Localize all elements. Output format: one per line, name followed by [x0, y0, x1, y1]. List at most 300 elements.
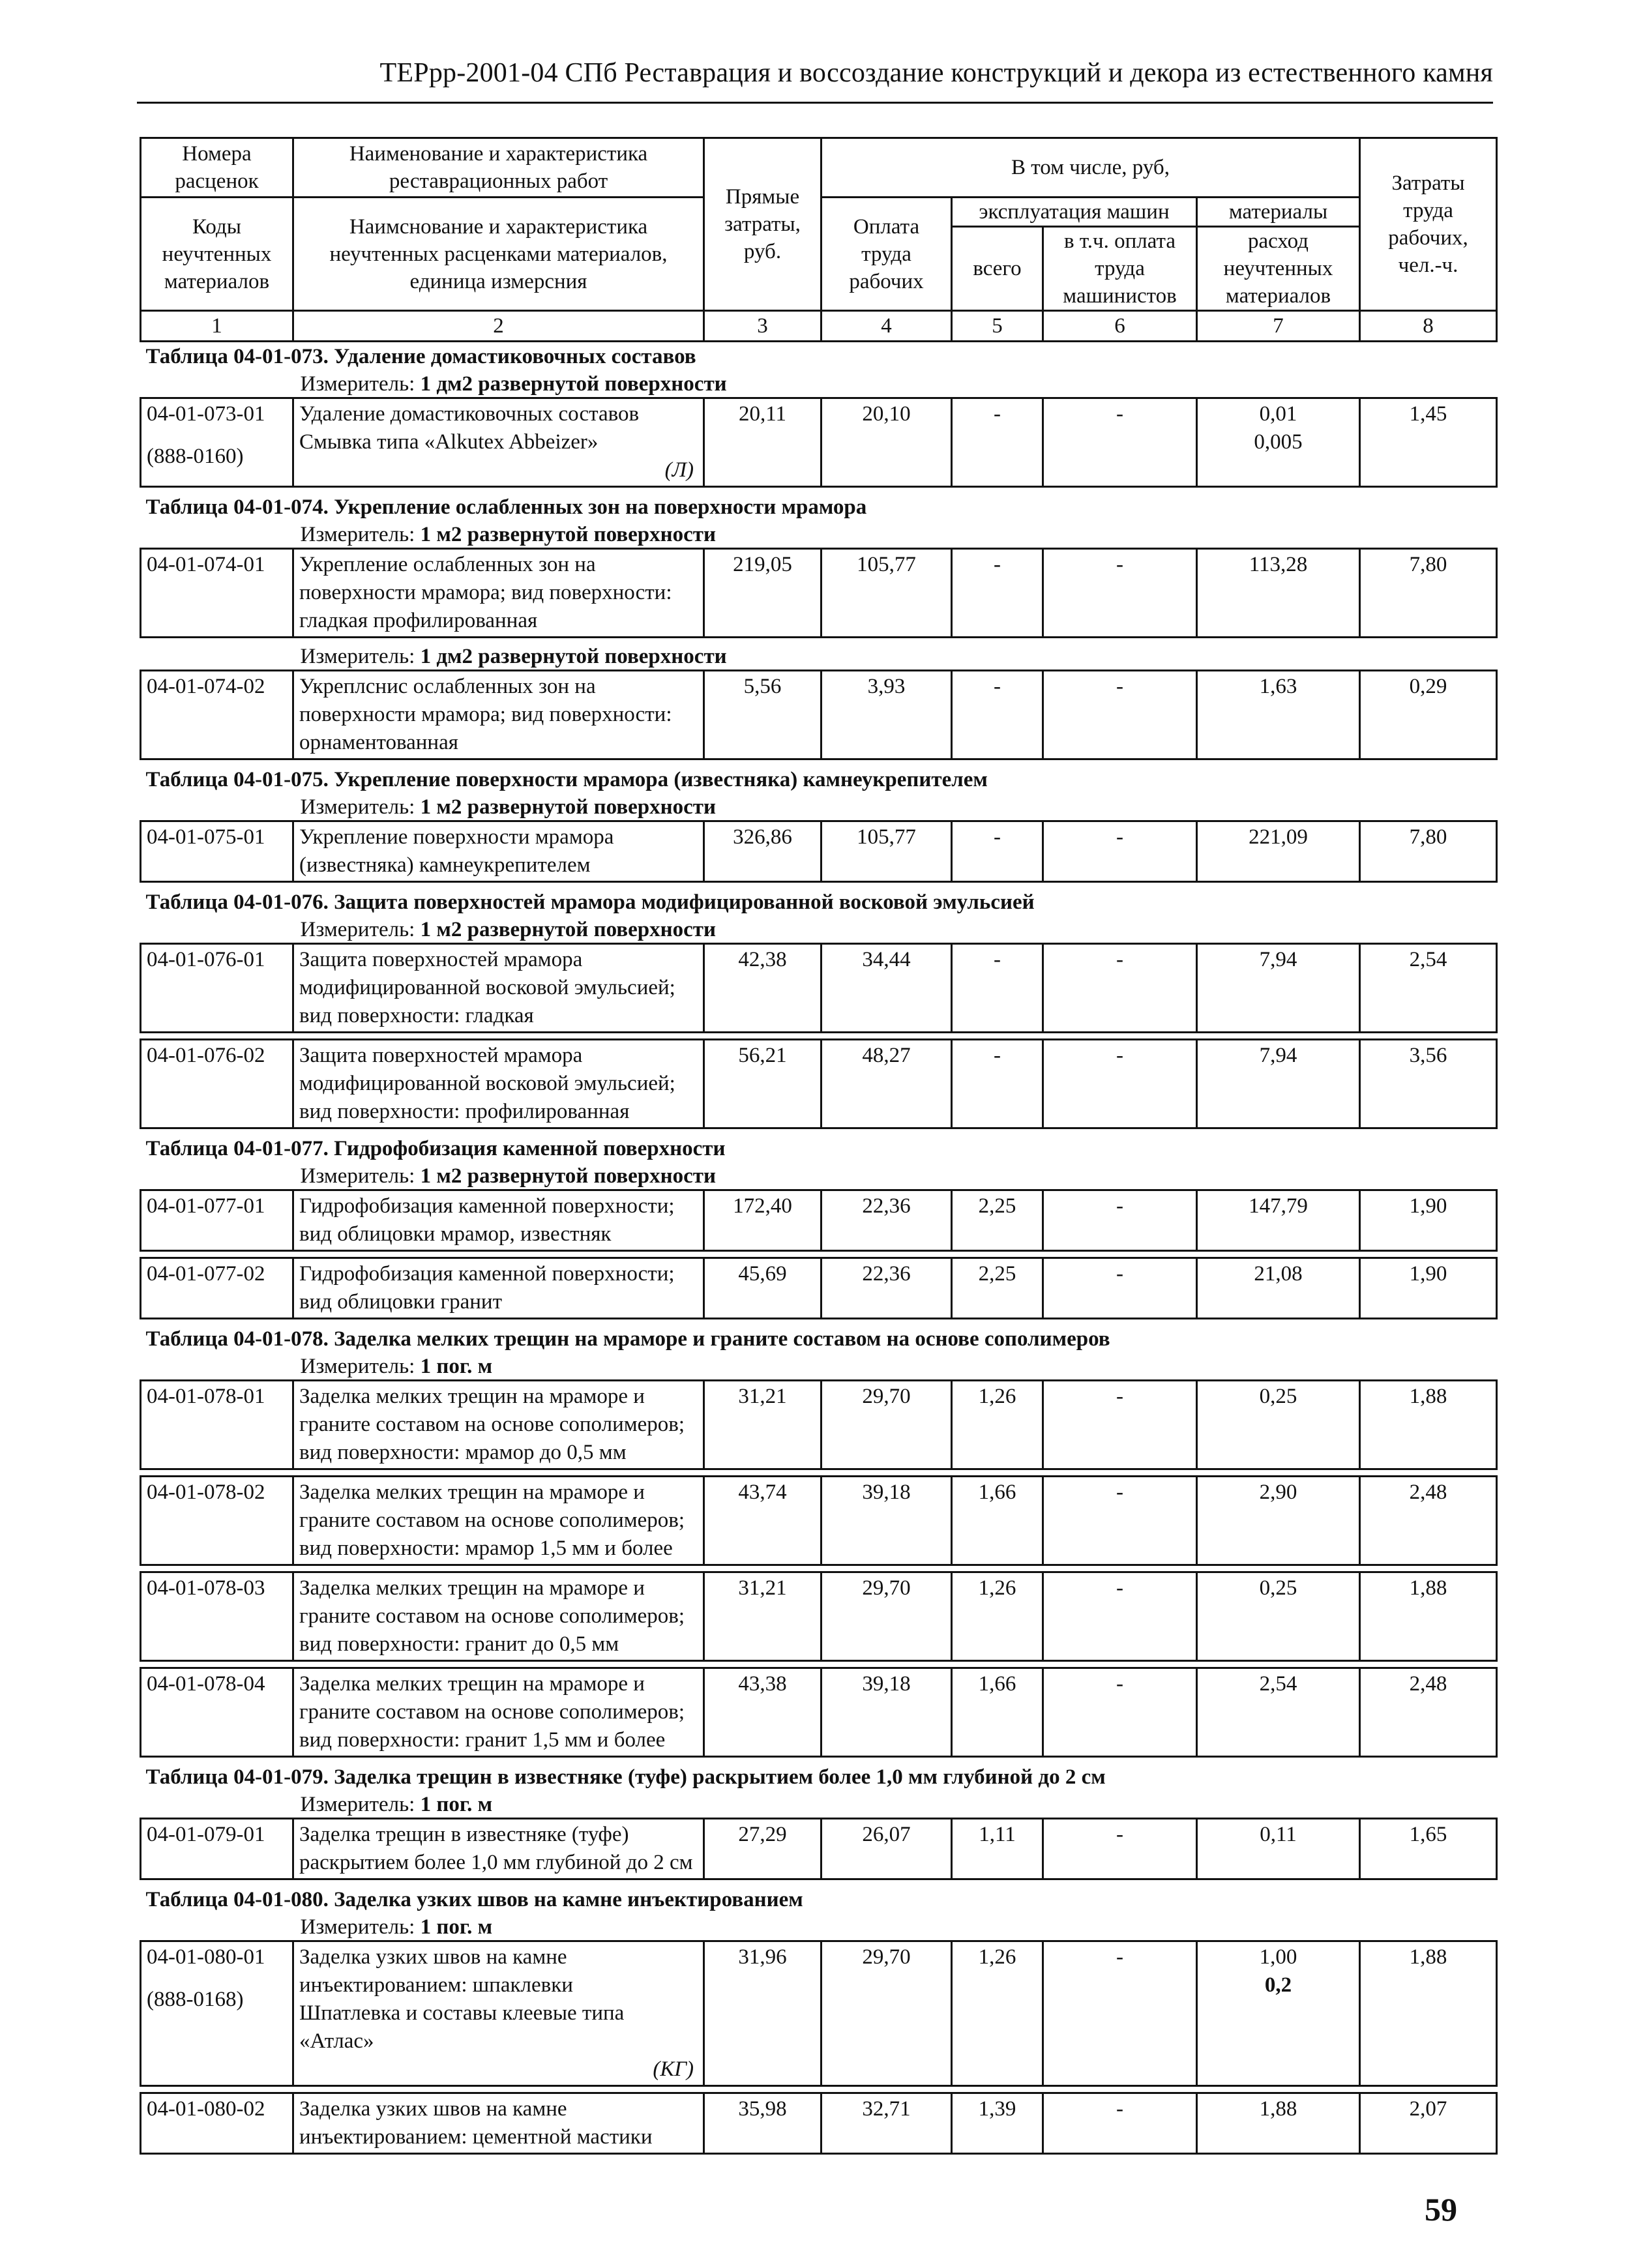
- direct-cost-cell: [704, 1381, 821, 1469]
- machinist-pay-cell: [1043, 1381, 1197, 1469]
- rate-code: 04-01-078-02: [147, 1480, 265, 1504]
- machinist-pay-cell: [1043, 1040, 1197, 1128]
- measure-prefix: Измеритель:: [300, 1793, 415, 1816]
- rate-code: 04-01-076-01: [147, 948, 265, 971]
- materials: 7,94: [1259, 948, 1297, 971]
- measure-row: [141, 1791, 1497, 1819]
- machines-total: 1,11: [979, 1823, 1016, 1846]
- col-header-codes-top: Номера расценок: [141, 138, 293, 198]
- row-gap: [141, 1469, 1497, 1477]
- direct-cost-cell: [704, 1941, 821, 2086]
- machinist-pay-cell: [1043, 1819, 1197, 1879]
- direct-cost: 5,56: [743, 675, 782, 698]
- worker-pay-cell: [821, 1668, 952, 1757]
- gap-cell: [141, 1469, 1497, 1477]
- work-name-cell: [293, 1477, 704, 1565]
- worker-pay-cell: [821, 1572, 952, 1661]
- measure-row: [141, 1163, 1497, 1190]
- measure-unit: 1 дм2 развернутой поверхности: [420, 372, 727, 396]
- direct-cost: 31,96: [738, 1945, 787, 1969]
- rate-code: 04-01-077-02: [147, 1262, 265, 1286]
- machinist-pay: -: [1116, 553, 1123, 576]
- labor-hours: 0,29: [1409, 675, 1447, 698]
- measure-label: [301, 917, 716, 943]
- worker-pay-cell: [821, 1258, 952, 1319]
- materials-cell: [1197, 944, 1360, 1033]
- work-name: Заделка мелких трещин на мраморе и граните составом на основе сополимеров; вид поверхности: гранит 1,5 мм и более: [299, 1672, 685, 1752]
- worker-pay: 29,70: [862, 1576, 911, 1600]
- measure-prefix: Измеритель:: [300, 918, 415, 941]
- worker-pay: 48,27: [862, 1044, 911, 1067]
- row-gap: [141, 2086, 1497, 2093]
- direct-cost: 27,29: [738, 1823, 787, 1846]
- machines-total: 1,26: [978, 1945, 1016, 1969]
- machines-total-cell: [952, 398, 1043, 487]
- measure-unit: 1 м2 развернутой поверхности: [420, 918, 716, 941]
- labor-hours: 3,56: [1409, 1044, 1447, 1067]
- rate-code: 04-01-075-01: [147, 825, 265, 849]
- material-name: Шпатлевка и составы клеевые типа «Атлас»: [299, 2001, 625, 2053]
- worker-pay: 22,36: [862, 1194, 911, 1218]
- gap-cell: [141, 1128, 1497, 1135]
- machines-total-cell: [952, 1477, 1043, 1565]
- col-header-mat-use: расход неучтенных материалов: [1197, 227, 1360, 311]
- table-row: [141, 1381, 1497, 1469]
- table-section-title: [141, 1134, 1497, 1163]
- machines-total-cell: [952, 1572, 1043, 1661]
- col-header-mach-total: всего: [952, 227, 1043, 311]
- machinist-pay: -: [1116, 1823, 1123, 1846]
- column-numbers: [141, 311, 1497, 342]
- measure-prefix: Измеритель:: [300, 1915, 415, 1939]
- work-name-cell: [293, 944, 704, 1033]
- rate-code: 04-01-077-01: [147, 1194, 265, 1218]
- col-header-machines: эксплуатация машин: [952, 198, 1197, 227]
- materials: 7,94: [1259, 1044, 1297, 1067]
- materials-cell: [1197, 671, 1360, 759]
- rate-code-cell: [141, 1477, 293, 1565]
- materials-cell: [1197, 1819, 1360, 1879]
- machinist-pay-cell: [1043, 1477, 1197, 1565]
- labor-hours: 1,90: [1409, 1194, 1447, 1218]
- labor-hours-cell: [1360, 549, 1497, 638]
- table-row: [141, 1040, 1497, 1128]
- gap-cell: [141, 1251, 1497, 1258]
- work-name: Гидрофобизация каменной поверхности; вид облицовки гранит: [299, 1262, 675, 1314]
- table-row: [141, 821, 1497, 882]
- direct-cost-cell: [704, 1572, 821, 1661]
- machines-total: 2,25: [978, 1262, 1016, 1286]
- col-num: 7: [1197, 311, 1360, 342]
- measure-label: [301, 794, 716, 820]
- machinist-pay-cell: [1043, 398, 1197, 487]
- work-name: Заделка мелких трещин на мраморе и граните составом на основе сополимеров; вид поверхности: мрамор 1,5 мм и более: [299, 1480, 685, 1560]
- direct-cost: 31,21: [738, 1576, 787, 1600]
- direct-cost-cell: [704, 944, 821, 1033]
- work-name: Удаление домастиковочных составов: [299, 402, 640, 426]
- direct-cost-cell: [704, 1040, 821, 1128]
- direct-cost: 20,11: [738, 402, 787, 426]
- measure-label: [301, 1914, 493, 1940]
- worker-pay-cell: [821, 1381, 952, 1469]
- row-gap: [141, 487, 1497, 493]
- worker-pay: 3,93: [867, 675, 906, 698]
- work-name-cell: [293, 1819, 704, 1879]
- materials: 147,79: [1249, 1194, 1308, 1218]
- rate-code-cell: [141, 549, 293, 638]
- document-title: ТЕРрр-2001-04 СПб Реставрация и воссоздание конструкций и декора из естественного камня: [379, 58, 1493, 88]
- rate-code-cell: [141, 1668, 293, 1757]
- direct-cost: 31,21: [738, 1385, 787, 1408]
- rate-code: 04-01-079-01: [147, 1823, 265, 1846]
- section-title: Таблица 04-01-078. Заделка мелких трещин на мраморе и граните составом на основе сополимеров: [145, 1327, 1110, 1351]
- materials-cell: [1197, 1258, 1360, 1319]
- labor-hours-cell: [1360, 398, 1497, 487]
- measure-label: [301, 1791, 493, 1818]
- materials: 221,09: [1249, 825, 1308, 849]
- machines-total-cell: [952, 1258, 1043, 1319]
- table-body: [141, 342, 1497, 2160]
- work-name: Укреплснис ослабленных зон на поверхности мрамора; вид поверхности: орнаментованная: [299, 675, 672, 754]
- labor-hours-cell: [1360, 1668, 1497, 1757]
- material-mark: (Л): [664, 458, 694, 482]
- table-section-title: [141, 1325, 1497, 1353]
- col-num: 8: [1360, 311, 1497, 342]
- work-name-cell: [293, 1668, 704, 1757]
- labor-hours: 1,90: [1409, 1262, 1447, 1286]
- rate-code-cell: [141, 1190, 293, 1251]
- machines-total-cell: [952, 1381, 1043, 1469]
- table-row: [141, 671, 1497, 759]
- work-name-cell: [293, 671, 704, 759]
- rate-code-cell: [141, 1381, 293, 1469]
- work-name: Заделка трещин в известняке (туфе) раскрытием более 1,0 мм глубиной до 2 см: [299, 1823, 693, 1874]
- measure-cell: [141, 522, 1497, 549]
- machinist-pay-cell: [1043, 1668, 1197, 1757]
- worker-pay-cell: [821, 1819, 952, 1879]
- work-name: Заделка узких швов на камне инъектированием: шпаклевки: [299, 1945, 573, 1997]
- col-header-mach-pay: в т.ч. оплата труда машинистов: [1043, 227, 1197, 311]
- rate-code-cell: [141, 398, 293, 487]
- table-section-title: [141, 765, 1497, 794]
- labor-hours: 1,88: [1409, 1576, 1447, 1600]
- table-row: [141, 1477, 1497, 1565]
- row-gap: [141, 1757, 1497, 1763]
- table-section-title: [141, 1885, 1497, 1914]
- rate-code-cell: [141, 944, 293, 1033]
- machinist-pay: -: [1116, 1945, 1123, 1969]
- materials-cell: [1197, 1381, 1360, 1469]
- gap-cell: [141, 1565, 1497, 1572]
- rate-code: 04-01-080-01: [147, 1945, 265, 1969]
- labor-hours-cell: [1360, 1941, 1497, 2086]
- direct-cost-cell: [704, 1258, 821, 1319]
- gap-cell: [141, 1757, 1497, 1763]
- gap-cell: [141, 882, 1497, 889]
- col-num: 5: [952, 311, 1043, 342]
- col-num: 6: [1043, 311, 1197, 342]
- worker-pay: 39,18: [862, 1672, 911, 1696]
- rate-code-cell: [141, 1572, 293, 1661]
- table-section-title: [141, 493, 1497, 522]
- col-num: 3: [704, 311, 821, 342]
- measure-prefix: Измеритель:: [300, 1164, 415, 1188]
- direct-cost-cell: [704, 398, 821, 487]
- measure-unit: 1 м2 развернутой поверхности: [420, 1164, 716, 1188]
- machinist-pay: -: [1116, 1480, 1123, 1504]
- materials: 113,28: [1249, 553, 1308, 576]
- measure-row: [141, 643, 1497, 671]
- row-gap: [141, 882, 1497, 889]
- measure-cell: [141, 917, 1497, 944]
- col-num: 1: [141, 311, 293, 342]
- table-section-title: [141, 888, 1497, 917]
- measure-cell: [141, 371, 1497, 398]
- gap-cell: [141, 1319, 1497, 1325]
- table-row: [141, 1572, 1497, 1661]
- machinist-pay-cell: [1043, 671, 1197, 759]
- table-row: [141, 398, 1497, 487]
- table-row: [141, 1941, 1497, 2086]
- table-row: [141, 2093, 1497, 2154]
- worker-pay: 105,77: [857, 553, 916, 576]
- table-row: [141, 549, 1497, 638]
- worker-pay-cell: [821, 1040, 952, 1128]
- work-name-cell: [293, 398, 704, 487]
- row-gap: [141, 1319, 1497, 1325]
- measure-prefix: Измеритель:: [300, 645, 415, 668]
- materials: 1,63: [1259, 675, 1297, 698]
- measure-cell: [141, 794, 1497, 821]
- measure-row: [141, 522, 1497, 549]
- direct-cost-cell: [704, 2093, 821, 2154]
- labor-hours-cell: [1360, 1381, 1497, 1469]
- work-name: Заделка мелких трещин на мраморе и граните составом на основе сополимеров; вид поверхности: мрамор до 0,5 мм: [299, 1385, 685, 1464]
- materials: 2,90: [1259, 1480, 1297, 1504]
- measure-label: [301, 522, 716, 548]
- rate-code-cell: [141, 1258, 293, 1319]
- labor-hours: 2,07: [1409, 2097, 1447, 2121]
- labor-hours-cell: [1360, 1258, 1497, 1319]
- labor-hours: 1,45: [1409, 402, 1447, 426]
- gap-cell: [141, 1879, 1497, 1886]
- materials: 21,08: [1254, 1262, 1303, 1286]
- work-name: Защита поверхностей мрамора модифицированной восковой эмульсией; вид поверхности: гладкая: [299, 948, 675, 1027]
- measure-prefix: Измеритель:: [300, 1355, 415, 1378]
- row-gap: [141, 759, 1497, 766]
- machinist-pay-cell: [1043, 1258, 1197, 1319]
- labor-hours-cell: [1360, 821, 1497, 882]
- work-name: Укрепление ослабленных зон на поверхности мрамора; вид поверхности: гладкая профилированная: [299, 553, 672, 632]
- machines-total: -: [994, 553, 1001, 576]
- rate-code: 04-01-073-01: [147, 402, 265, 426]
- labor-hours-cell: [1360, 944, 1497, 1033]
- measure-cell: [141, 1163, 1497, 1190]
- measure-row: [141, 794, 1497, 821]
- direct-cost-cell: [704, 1668, 821, 1757]
- machinist-pay: -: [1116, 1044, 1123, 1067]
- col-header-materials: материалы: [1197, 198, 1360, 227]
- machines-total-cell: [952, 671, 1043, 759]
- material-code: (888-0168): [147, 1988, 244, 2011]
- section-title: Таблица 04-01-079. Заделка трещин в известняке (туфе) раскрытием более 1,0 мм глубиной до 2 см: [145, 1765, 1106, 1789]
- work-name-cell: [293, 1258, 704, 1319]
- gap-cell: [141, 2154, 1497, 2160]
- materials-cell: [1197, 821, 1360, 882]
- machines-total: -: [994, 948, 1001, 971]
- machines-total: -: [994, 1044, 1001, 1067]
- worker-pay: 32,71: [862, 2097, 911, 2121]
- labor-hours: 1,88: [1409, 1945, 1447, 1969]
- machinist-pay: -: [1116, 675, 1123, 698]
- machines-total: 1,26: [978, 1576, 1016, 1600]
- materials-cell: [1197, 398, 1360, 487]
- machinist-pay: -: [1116, 825, 1123, 849]
- direct-cost: 42,38: [738, 948, 787, 971]
- labor-hours-cell: [1360, 1040, 1497, 1128]
- direct-cost-cell: [704, 1477, 821, 1565]
- materials: 0,01: [1259, 402, 1297, 426]
- work-name-cell: [293, 821, 704, 882]
- labor-hours: 2,54: [1409, 948, 1447, 971]
- material-name: Смывка типа «Alkutex Abbeizer»: [299, 430, 599, 454]
- materials-cell: [1197, 549, 1360, 638]
- machinist-pay: -: [1116, 402, 1123, 426]
- rate-code-cell: [141, 821, 293, 882]
- work-name-cell: [293, 1190, 704, 1251]
- worker-pay: 34,44: [862, 948, 911, 971]
- material-mark: (КГ): [653, 2057, 694, 2081]
- material-code: (888-0160): [147, 445, 244, 468]
- rate-code: 04-01-078-03: [147, 1576, 265, 1600]
- worker-pay-cell: [821, 1190, 952, 1251]
- section-title: Таблица 04-01-074. Укрепление ослабленных зон на поверхности мрамора: [145, 495, 867, 519]
- materials-cell: [1197, 1668, 1360, 1757]
- table-row: [141, 1819, 1497, 1879]
- row-gap: [141, 1879, 1497, 1886]
- work-name: Гидрофобизация каменной поверхности; вид облицовки мрамор, известняк: [299, 1194, 675, 1246]
- col-header-pay: Оплата труда рабочих: [821, 198, 952, 311]
- section-title: Таблица 04-01-073. Удаление домастиковочных составов: [145, 345, 696, 368]
- machines-total-cell: [952, 1668, 1043, 1757]
- work-name: Укрепление поверхности мрамора (известняка) камнеукрепителем: [299, 825, 614, 877]
- row-gap: [141, 1661, 1497, 1668]
- gap-cell: [141, 1661, 1497, 1668]
- direct-cost: 219,05: [733, 553, 792, 576]
- worker-pay-cell: [821, 398, 952, 487]
- measure-label: [301, 1353, 493, 1379]
- measure-unit: 1 дм2 развернутой поверхности: [420, 645, 727, 668]
- machinist-pay-cell: [1043, 1190, 1197, 1251]
- rate-code: 04-01-078-01: [147, 1385, 265, 1408]
- measure-unit: 1 м2 развернутой поверхности: [420, 523, 716, 546]
- measure-cell: [141, 1791, 1497, 1819]
- labor-hours: 1,88: [1409, 1385, 1447, 1408]
- rate-code: 04-01-074-01: [147, 553, 265, 576]
- worker-pay: 26,07: [862, 1823, 911, 1846]
- measure-label: [301, 1163, 716, 1189]
- measure-label: [301, 643, 727, 670]
- machinist-pay: -: [1116, 1385, 1123, 1408]
- labor-hours-cell: [1360, 1819, 1497, 1879]
- work-name-cell: [293, 1941, 704, 2086]
- materials-cell: [1197, 1572, 1360, 1661]
- materials: 0,11: [1260, 1823, 1297, 1846]
- measure-row: [141, 371, 1497, 398]
- row-gap: [141, 2154, 1497, 2160]
- section-title: Таблица 04-01-080. Заделка узких швов на камне инъектированием: [145, 1888, 803, 1911]
- col-header-group: В том числе, руб,: [821, 138, 1360, 198]
- direct-cost-cell: [704, 1190, 821, 1251]
- direct-cost-cell: [704, 671, 821, 759]
- direct-cost: 45,69: [738, 1262, 787, 1286]
- measure-row: [141, 1914, 1497, 1941]
- measure-label: [301, 371, 727, 397]
- col-header-labor: Затраты труда рабочих, чел.-ч.: [1360, 138, 1497, 311]
- direct-cost: 43,38: [738, 1672, 787, 1696]
- worker-pay-cell: [821, 821, 952, 882]
- rate-code-cell: [141, 1040, 293, 1128]
- col-header-codes-bottom: Коды неучтенных материалов: [141, 198, 293, 311]
- row-gap: [141, 1128, 1497, 1135]
- machines-total: -: [994, 675, 1001, 698]
- measure-row: [141, 1353, 1497, 1381]
- machinist-pay: -: [1116, 1194, 1123, 1218]
- machinist-pay: -: [1116, 948, 1123, 971]
- labor-hours-cell: [1360, 1190, 1497, 1251]
- machinist-pay: -: [1116, 1576, 1123, 1600]
- measure-cell: [141, 1914, 1497, 1941]
- labor-hours: 1,65: [1409, 1823, 1447, 1846]
- direct-cost-cell: [704, 1819, 821, 1879]
- row-gap: [141, 638, 1497, 644]
- table-section-title: [141, 1763, 1497, 1791]
- table-row: [141, 1668, 1497, 1757]
- gap-cell: [141, 638, 1497, 644]
- worker-pay: 29,70: [862, 1945, 911, 1969]
- rate-code-cell: [141, 2093, 293, 2154]
- machines-total-cell: [952, 2093, 1043, 2154]
- row-gap: [141, 1251, 1497, 1258]
- material-use: 0,2: [1264, 1973, 1292, 1997]
- rate-code: 04-01-080-02: [147, 2097, 265, 2121]
- col-header-name-top: Наименование и характеристика реставрационных работ: [293, 138, 704, 198]
- materials-cell: [1197, 1190, 1360, 1251]
- work-name: Заделка мелких трещин на мраморе и граните составом на основе сополимеров; вид поверхности: гранит до 0,5 мм: [299, 1576, 685, 1656]
- materials-cell: [1197, 1941, 1360, 2086]
- col-num: 2: [293, 311, 704, 342]
- labor-hours: 2,48: [1409, 1672, 1447, 1696]
- labor-hours-cell: [1360, 1572, 1497, 1661]
- price-table: [140, 137, 1496, 2160]
- table-row: [141, 1258, 1497, 1319]
- machinist-pay-cell: [1043, 2093, 1197, 2154]
- worker-pay-cell: [821, 1941, 952, 2086]
- row-gap: [141, 1565, 1497, 1572]
- section-title: Таблица 04-01-076. Защита поверхностей мрамора модифицированной восковой эмульсией: [145, 891, 1035, 914]
- materials-cell: [1197, 1040, 1360, 1128]
- gap-cell: [141, 759, 1497, 766]
- machinist-pay: -: [1116, 1262, 1123, 1286]
- table-row: [141, 1190, 1497, 1251]
- measure-unit: 1 м2 развернутой поверхности: [420, 795, 716, 819]
- labor-hours: 7,80: [1409, 825, 1447, 849]
- measure-unit: 1 пог. м: [420, 1915, 493, 1939]
- direct-cost: 56,21: [738, 1044, 787, 1067]
- rate-code-cell: [141, 671, 293, 759]
- machinist-pay: -: [1116, 1672, 1123, 1696]
- machines-total: 2,25: [978, 1194, 1016, 1218]
